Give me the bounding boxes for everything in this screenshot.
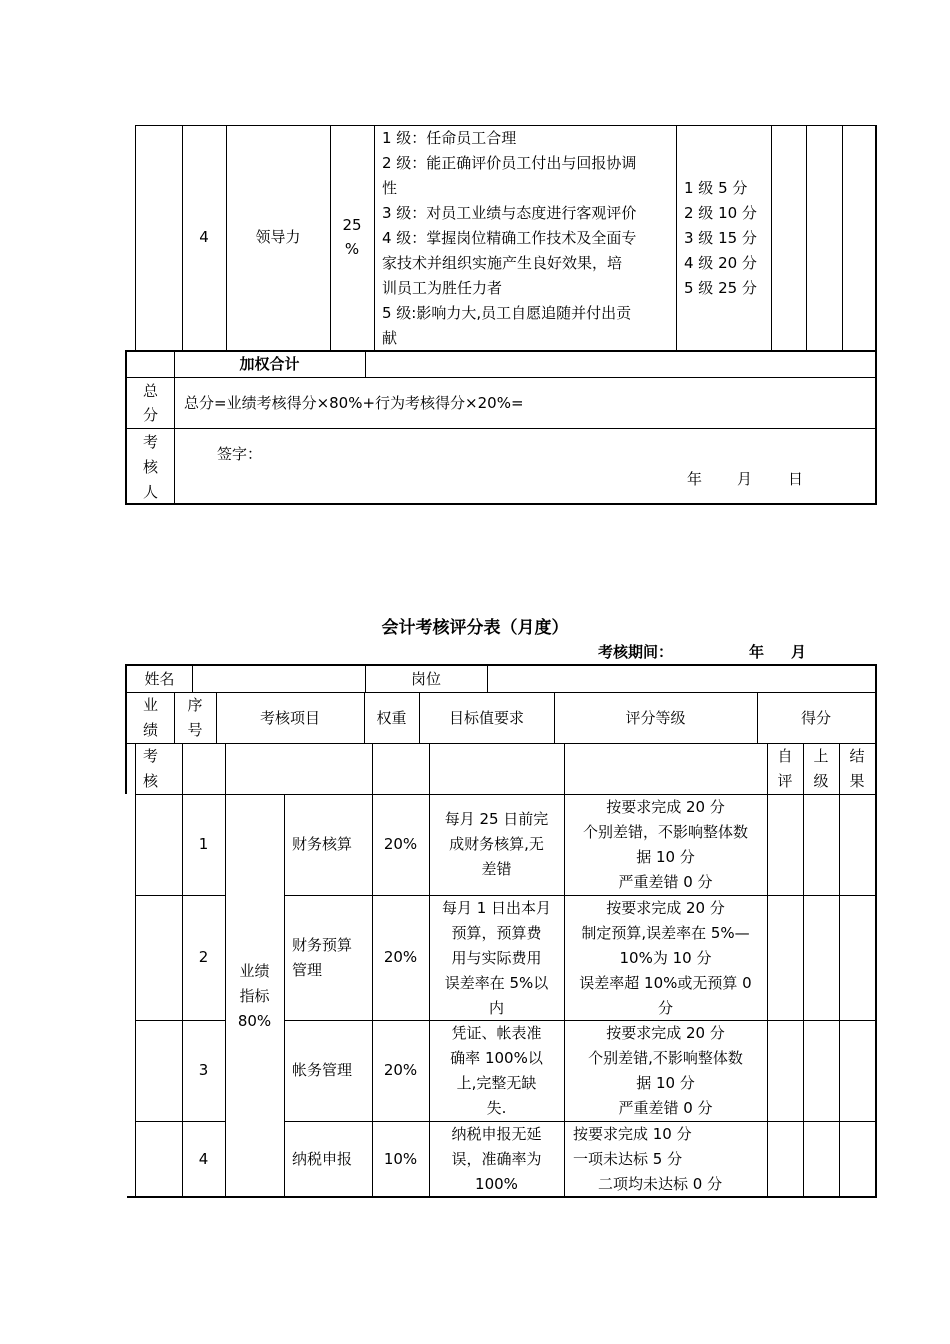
group-label: 业绩 [239,962,270,980]
header-seq: 序 [187,696,203,714]
row-target: 误差率在 5%以 [444,974,549,992]
period-year: 年 [749,643,765,661]
date-month: 月 [737,470,753,488]
row-target: 用与实际费用 [451,949,542,967]
row-grade: 严重差错 0 分 [618,1099,713,1117]
row-grade: 按要求完成 20 分 [606,899,725,917]
row-item: 财务核算 [292,835,353,853]
row-target: 确率 100%以 [450,1049,543,1067]
criteria-line: 1 级：任命员工合理 [382,129,517,147]
header-self: 评 [777,772,793,790]
row-grade: 误差率超 10%或无预算 0 [579,974,752,992]
row-target: 失. [486,1099,507,1117]
row-grade: 个别差错,不影响整体数 [588,1049,743,1067]
row-seq: 4 [199,228,209,246]
row-weight: 25 [342,216,362,234]
criteria-line: 训员工为胜任力者 [382,279,503,297]
row-target: 误，准确率为 [451,1150,542,1168]
row-seq: 1 [198,835,209,853]
row-grade: 二项均未达标 0 分 [598,1175,723,1193]
header-category2: 核 [142,772,158,790]
header-superior: 上 [813,747,829,765]
row-grade: 个别差错，不影响整体数 [582,823,748,841]
assessor-label: 人 [142,483,158,501]
criteria-line: 3 级：对员工业绩与态度进行客观评价 [382,204,637,222]
criteria-line: 4 级：掌握岗位精确工作技术及全面专 [382,229,637,247]
header-grade: 评分等级 [625,709,686,727]
row-seq: 3 [198,1061,209,1079]
score-line: 3 级 15 分 [684,229,757,247]
row-target: 每月 1 日出本月 [441,899,552,917]
group-label: 80% [237,1012,272,1030]
row-grade: 按要求完成 20 分 [606,1024,725,1042]
row-target: 成财务核算,无 [449,835,544,853]
row-seq: 2 [198,948,209,966]
criteria-line: 家技术并组织实施产生良好效果，培 [382,254,623,272]
row-grade: 一项未达标 5 分 [573,1150,683,1168]
period-month: 月 [791,643,807,661]
row-seq: 4 [198,1150,209,1168]
assessor-label: 考 [142,433,158,451]
row-weight: 20% [383,835,418,853]
row-target: 差错 [481,860,512,878]
assessor-label: 核 [142,458,158,476]
row-target: 纳税申报无延 [451,1125,542,1143]
header-result: 结 [849,747,865,765]
row-item: 财务预算 [292,936,353,954]
total-formula: 总分=业绩考核得分×80%+行为考核得分×20%= [184,394,524,412]
date-year: 年 [687,470,703,488]
row-weight: 10% [383,1150,418,1168]
row-weight-unit: % [344,240,360,258]
score-line: 1 级 5 分 [684,179,748,197]
header-score: 得分 [800,709,831,727]
row-item: 管理 [292,961,323,979]
header-self: 自 [777,747,793,765]
score-line: 4 级 20 分 [684,254,757,272]
row-weight: 20% [383,948,418,966]
group-label: 指标 [239,987,270,1005]
name-label: 姓名 [144,670,175,688]
row-grade: 按要求完成 10 分 [573,1125,692,1143]
header-category: 绩 [142,721,158,739]
row-grade: 分 [657,999,673,1017]
position-label: 岗位 [410,670,441,688]
row-grade: 据 10 分 [636,848,695,866]
criteria-line: 5 级:影响力大,员工自愿追随并付出贡 [382,304,632,322]
row-target: 每月 25 日前完 [444,810,549,828]
score-line: 5 级 25 分 [684,279,757,297]
date-day: 日 [788,470,804,488]
row-target: 预算，预算费 [451,924,542,942]
period-label: 考核期间： [598,643,674,661]
page-title: 会计考核评分表（月度） [381,618,569,638]
header-result: 果 [849,772,865,790]
header-category: 业 [142,696,158,714]
row-grade: 严重差错 0 分 [618,873,713,891]
row-item: 帐务管理 [292,1061,353,1079]
total-label: 总 [142,382,158,400]
criteria-line: 2 级：能正确评价员工付出与回报协调 [382,154,637,172]
header-category2: 考 [142,747,158,765]
criteria-line: 献 [382,329,398,347]
row-target: 上,完整无缺 [456,1074,537,1092]
header-weight: 权重 [376,709,407,727]
score-line: 2 级 10 分 [684,204,757,222]
header-target: 目标值要求 [448,709,524,727]
weighted-total-label: 加权合计 [239,355,300,373]
header-superior: 级 [813,772,829,790]
row-target: 100% [475,1175,518,1193]
signature-label: 签字： [217,445,263,463]
header-seq: 号 [187,721,203,739]
row-grade: 10%为 10 分 [619,949,712,967]
row-target: 凭证、帐表准 [451,1024,542,1042]
header-item: 考核项目 [259,709,320,727]
row-target: 内 [488,999,504,1017]
row-item: 纳税申报 [292,1150,353,1168]
row-item: 领导力 [255,228,301,246]
row-grade: 按要求完成 20 分 [606,798,725,816]
row-weight: 20% [383,1061,418,1079]
row-grade: 制定预算,误差率在 5%— [581,924,750,942]
total-label: 分 [142,406,158,424]
criteria-line: 性 [382,179,398,197]
row-grade: 据 10 分 [636,1074,695,1092]
